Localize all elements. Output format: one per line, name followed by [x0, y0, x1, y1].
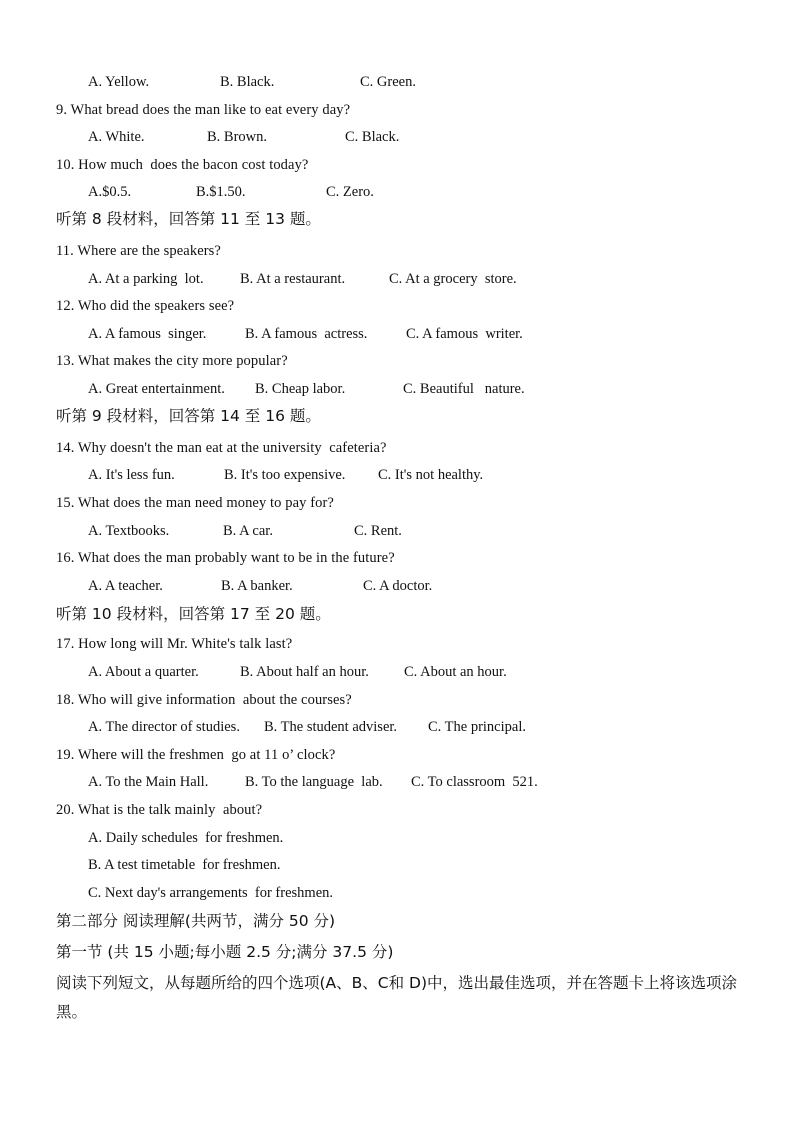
q15-stem: 15. What does the man need money to pay for?	[56, 495, 334, 511]
q14-option-a: A. It's less fun.	[88, 467, 175, 483]
q10-stem: 10. How much does the bacon cost today?	[56, 157, 309, 173]
q20-stem: 20. What is the talk mainly about?	[56, 802, 263, 818]
section-8-heading: 听第 8 段材料，回答第 11 至 13 题。	[56, 210, 321, 228]
reading-instruction: 阅读下列短文，从每题所给的四个选项(A、B、C和 D)中，选出最佳选项，并在答题卡上将该选项涂黑。	[56, 974, 738, 1021]
q10-option-c: C. Zero.	[326, 184, 374, 200]
q19-option-b: B. To the language lab.	[245, 774, 383, 790]
q11-option-c: C. At a grocery store.	[389, 271, 517, 287]
q12-option-a: A. A famous singer.	[88, 326, 207, 342]
q20-option-c: C. Next day's arrangements for freshmen.	[88, 885, 334, 901]
q8-option-b: B. Black.	[220, 74, 275, 90]
q18-option-b: B. The student adviser.	[264, 719, 398, 735]
q17-option-a: A. About a quarter.	[88, 664, 199, 680]
q15-option-b: B. A car.	[223, 523, 273, 539]
q16-stem: 16. What does the man probably want to be in the future?	[56, 550, 395, 566]
q17-stem: 17. How long will Mr. White's talk last?	[56, 636, 293, 652]
q10-option-b: B.$1.50.	[196, 184, 246, 200]
section-10-heading: 听第 10 段材料，回答第 17 至 20 题。	[56, 605, 331, 623]
q13-option-a: A. Great entertainment.	[88, 381, 225, 397]
q16-option-c: C. A doctor.	[363, 578, 433, 594]
q13-stem: 13. What makes the city more popular?	[56, 353, 288, 369]
q10-option-a: A.$0.5.	[88, 184, 132, 200]
q14-stem: 14. Why doesn't the man eat at the university cafeteria?	[56, 440, 387, 456]
q13-option-b: B. Cheap labor.	[255, 381, 346, 397]
q9-option-c: C. Black.	[345, 129, 400, 145]
q8-option-a: A. Yellow.	[88, 74, 150, 90]
q17-option-c: C. About an hour.	[404, 664, 507, 680]
q18-option-c: C. The principal.	[428, 719, 526, 735]
q9-option-a: A. White.	[88, 129, 145, 145]
section-9-heading: 听第 9 段材料，回答第 14 至 16 题。	[56, 407, 321, 425]
q20-option-a: A. Daily schedules for freshmen.	[88, 830, 284, 846]
q16-option-a: A. A teacher.	[88, 578, 163, 594]
q17-option-b: B. About half an hour.	[240, 664, 369, 680]
q14-option-b: B. It's too expensive.	[224, 467, 346, 483]
q12-stem: 12. Who did the speakers see?	[56, 298, 235, 314]
q9-option-b: B. Brown.	[207, 129, 268, 145]
q18-stem: 18. Who will give information about the courses?	[56, 692, 352, 708]
q19-stem: 19. Where will the freshmen go at 11 o’ clock?	[56, 747, 336, 763]
q15-option-a: A. Textbooks.	[88, 523, 170, 539]
q11-stem: 11. Where are the speakers?	[56, 243, 221, 259]
q19-option-c: C. To classroom 521.	[411, 774, 538, 790]
q8-option-c: C. Green.	[360, 74, 416, 90]
q12-option-c: C. A famous writer.	[406, 326, 523, 342]
q18-option-a: A. The director of studies.	[88, 719, 240, 735]
q19-option-a: A. To the Main Hall.	[88, 774, 209, 790]
part-2-heading: 第二部分 阅读理解(共两节，满分 50 分)	[56, 912, 336, 930]
q11-option-a: A. At a parking lot.	[88, 271, 204, 287]
q16-option-b: B. A banker.	[221, 578, 293, 594]
q9-stem: 9. What bread does the man like to eat every day?	[56, 102, 351, 118]
q20-option-b: B. A test timetable for freshmen.	[88, 857, 281, 873]
q15-option-c: C. Rent.	[354, 523, 402, 539]
q11-option-b: B. At a restaurant.	[240, 271, 346, 287]
q14-option-c: C. It's not healthy.	[378, 467, 484, 483]
q12-option-b: B. A famous actress.	[245, 326, 368, 342]
section-1-heading: 第一节 (共 15 小题;每小题 2.5 分;满分 37.5 分)	[56, 943, 394, 961]
q13-option-c: C. Beautiful nature.	[403, 381, 525, 397]
